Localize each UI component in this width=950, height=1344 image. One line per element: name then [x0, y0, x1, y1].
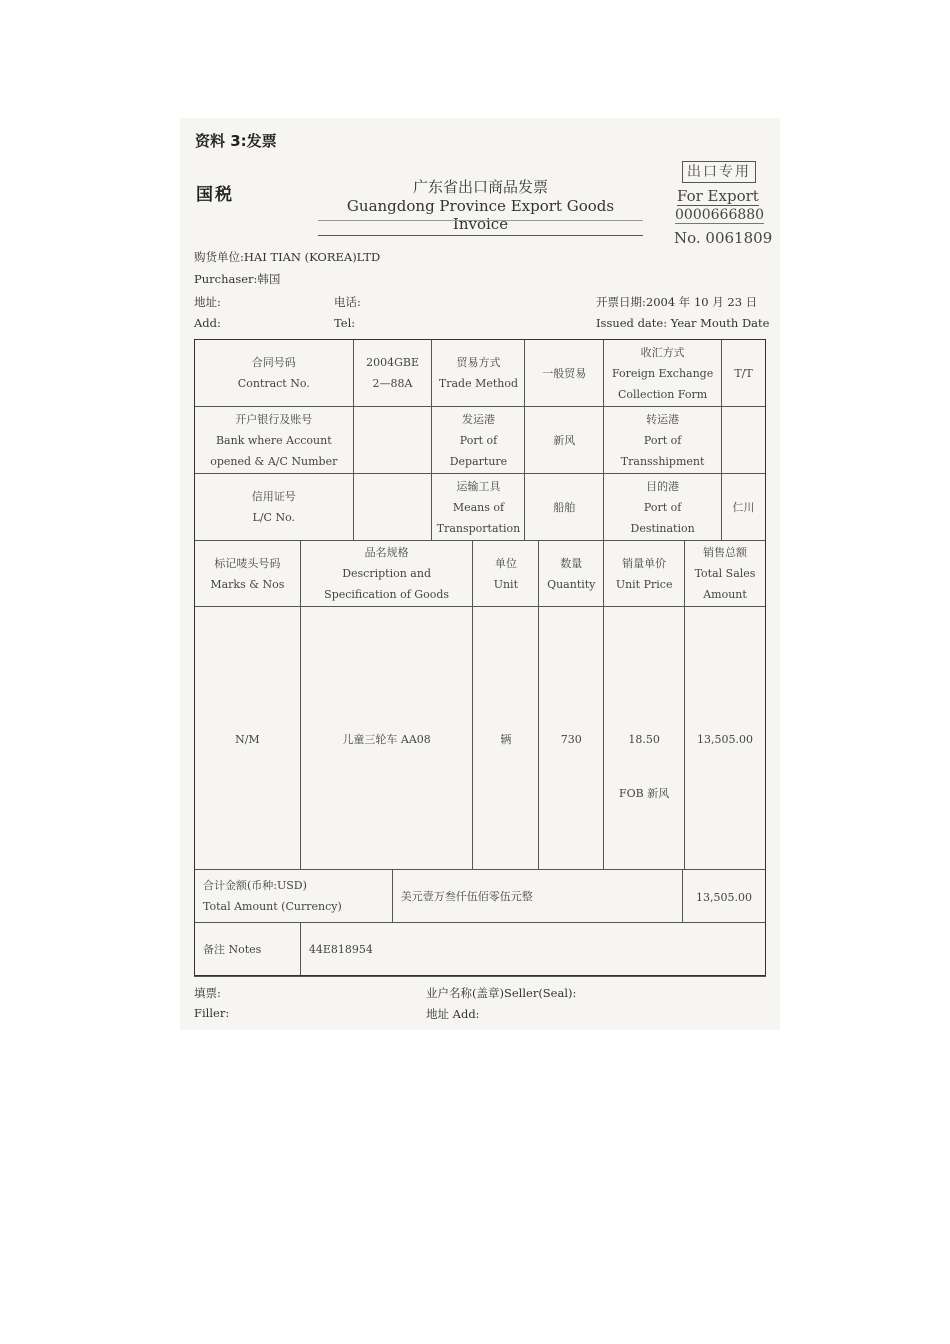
collection-form-label: 收汇方式 Foreign Exchange Collection Form	[604, 340, 722, 407]
means-label: 运输工具 Means of Transportation	[432, 474, 525, 541]
tax-mark: 国税	[196, 185, 234, 205]
lc-value	[353, 474, 432, 541]
total-words: 美元壹万叁仟伍佰零伍元整	[392, 870, 682, 923]
address-cn: 地址:	[194, 295, 221, 309]
bank-value	[353, 407, 432, 474]
export-code: 0000666880	[675, 207, 765, 223]
item-unit-price: 18.50	[628, 733, 660, 746]
goods-header-row	[195, 541, 766, 607]
invoice-info-table	[194, 339, 766, 541]
address-en: Add:	[194, 316, 221, 330]
issue-date-en: Issued date: Year Mouth Date	[596, 316, 770, 330]
quantity-header: 数量 Quantity	[539, 541, 604, 607]
export-stamp-box: 出口专用	[682, 161, 756, 183]
total-row	[195, 870, 766, 923]
seller-address: 地址 Add:	[426, 1007, 480, 1021]
contract-row	[195, 340, 766, 407]
notes-label: 备注 Notes	[195, 923, 301, 977]
goods-item-row	[195, 607, 766, 870]
unit-header: 单位 Unit	[473, 541, 539, 607]
notes-value: 44E818954	[300, 923, 765, 977]
invoice-title-en: Guangdong Province Export Goods Invoice	[318, 197, 643, 236]
lc-label: 信用证号 L/C No.	[195, 474, 354, 541]
item-total: 13,505.00	[685, 607, 766, 870]
purchaser-cn: 购货单位:HAI TIAN (KOREA)LTD	[194, 250, 381, 264]
lc-row	[195, 474, 766, 541]
total-amount: 13,505.00	[683, 870, 766, 923]
seller-seal: 业户名称(盖章)Seller(Seal):	[426, 986, 577, 1000]
total-label: 合计金额(币种:USD) Total Amount (Currency)	[195, 870, 393, 923]
departure-label: 发运港 Port of Departure	[432, 407, 525, 474]
transshipment-value	[722, 407, 766, 474]
invoice-title-cn: 广东省出口商品发票	[412, 178, 548, 196]
export-label: For Export	[677, 187, 759, 205]
tel-cn: 电话:	[334, 295, 361, 309]
unit-price-header: 销量单价 Unit Price	[604, 541, 685, 607]
item-unit: 辆	[473, 607, 539, 870]
tel-en: Tel:	[334, 316, 356, 330]
destination-label: 目的港 Port of Destination	[604, 474, 722, 541]
goods-table	[194, 540, 766, 870]
departure-value: 新风	[525, 407, 604, 474]
issue-date-cn: 开票日期:2004 年 10 月 23 日	[596, 295, 758, 309]
total-header: 销售总额 Total Sales Amount	[685, 541, 766, 607]
marks-header: 标记唛头号码 Marks & Nos	[195, 541, 301, 607]
item-terms: FOB 新风	[619, 787, 670, 800]
item-description: 儿童三轮车 AA08	[300, 607, 473, 870]
purchaser-en: Purchaser:韩国	[194, 272, 281, 286]
means-value: 船舶	[525, 474, 604, 541]
material-heading: 资料 3:发票	[195, 132, 277, 150]
transshipment-label: 转运港 Port of Transshipment	[604, 407, 722, 474]
trade-method-label: 贸易方式 Trade Method	[432, 340, 525, 407]
contract-label: 合同号码 Contract No.	[195, 340, 354, 407]
item-marks: N/M	[195, 607, 301, 870]
description-header: 品名规格 Description and Specification of Goods	[300, 541, 473, 607]
invoice-number: No. 0061809	[674, 229, 773, 247]
collection-form-value: T/T	[722, 340, 766, 407]
filler-en: Filler:	[194, 1006, 230, 1020]
trade-method-value: 一般贸易	[525, 340, 604, 407]
item-quantity: 730	[539, 607, 604, 870]
title-underline	[318, 220, 643, 221]
filler-cn: 填票:	[194, 986, 221, 1000]
contract-value: 2004GBE 2—88A	[353, 340, 432, 407]
bank-label: 开户银行及账号 Bank where Account opened & A/C Number	[195, 407, 354, 474]
notes-table	[194, 922, 766, 977]
bank-row	[195, 407, 766, 474]
destination-value: 仁川	[722, 474, 766, 541]
item-unit-price-cell	[604, 607, 685, 870]
total-table	[194, 869, 766, 923]
notes-row	[195, 923, 766, 977]
